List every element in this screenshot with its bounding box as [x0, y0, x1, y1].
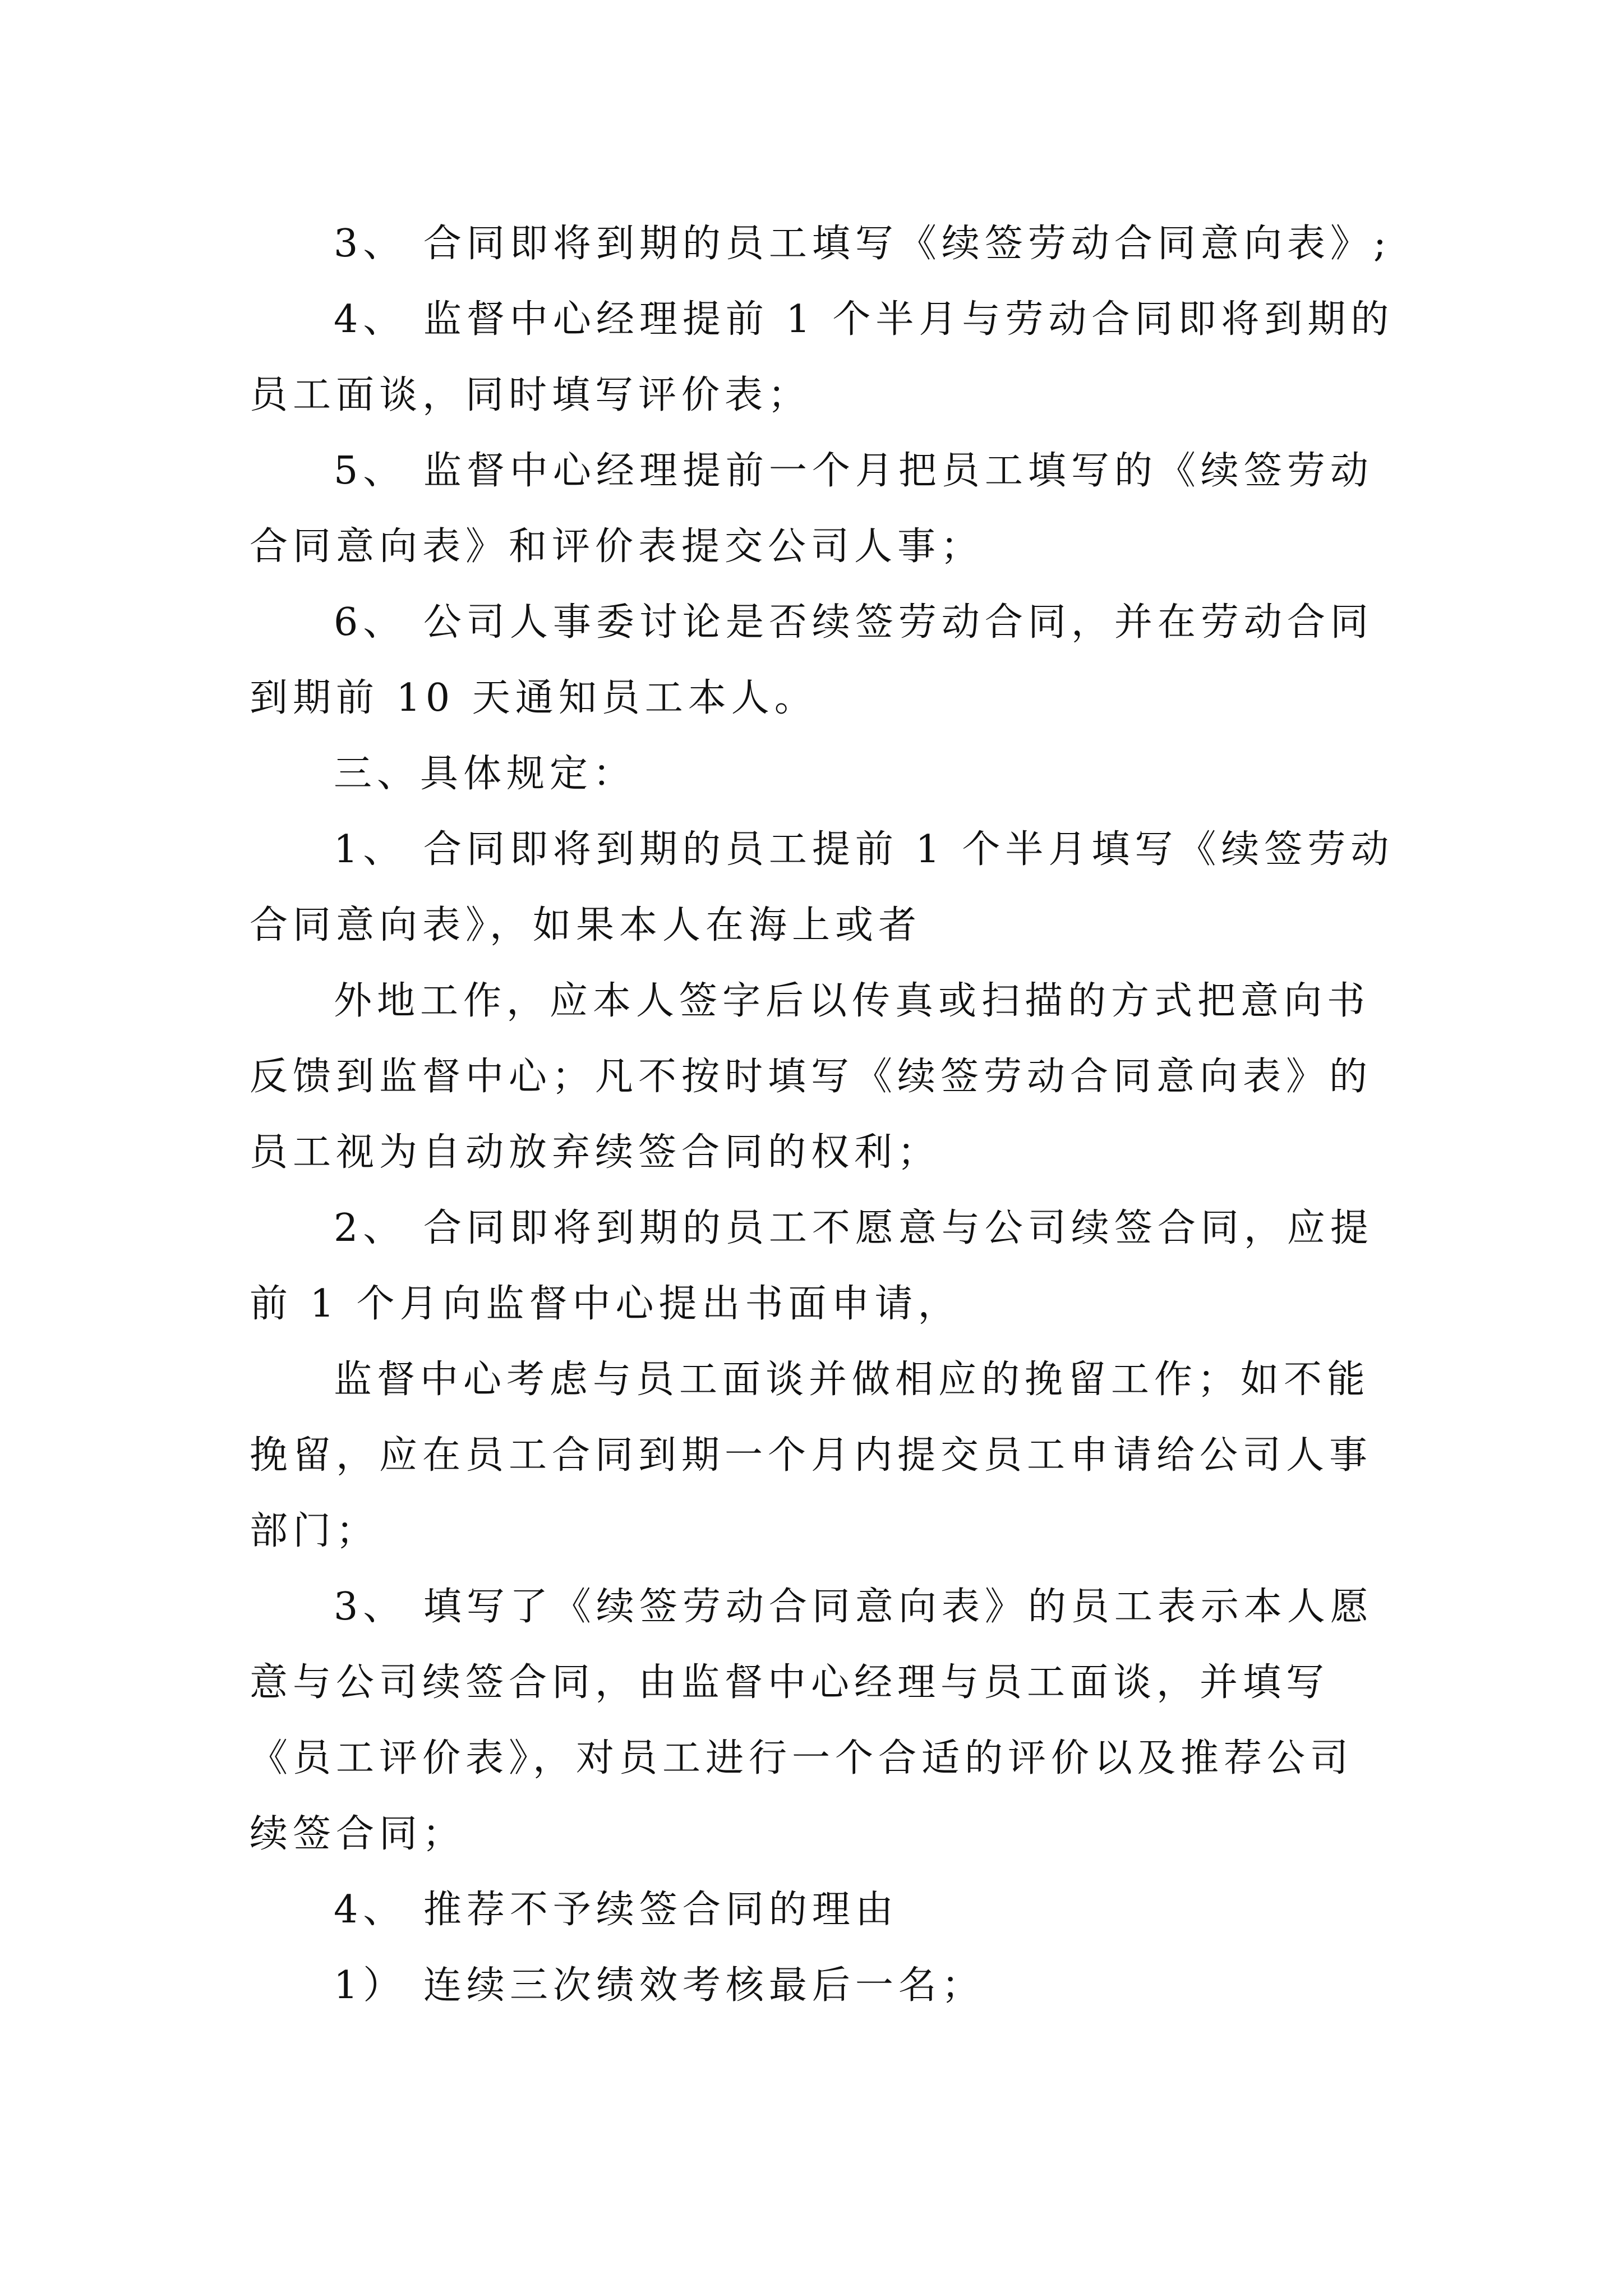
text-line: 6、 公司人事委讨论是否续签劳动合同，并在劳动合同: [334, 600, 1373, 645]
text-line: 《员工评价表》，对员工进行一个合适的评价以及推荐公司: [250, 1736, 1354, 1780]
text-line: 前 1 个月向监督中心提出书面申请，: [250, 1282, 961, 1326]
text-line: 员工面谈，同时填写评价表；: [250, 373, 811, 417]
text-line: 4、 监督中心经理提前 1 个半月与劳动合同即将到期的: [334, 297, 1394, 342]
text-line: 合同意向表》，如果本人在海上或者: [250, 903, 922, 947]
text-line: 1） 连续三次绩效考核最后一名；: [334, 1963, 985, 2008]
section-heading: 三、具体规定：: [334, 752, 637, 796]
text-line: 外地工作，应本人签字后以传真或扫描的方式把意向书: [334, 979, 1371, 1023]
text-line: 合同意向表》和评价表提交公司人事；: [250, 524, 984, 569]
text-line: 员工视为自动放弃续签合同的权利；: [250, 1130, 941, 1175]
text-line: 3、 填写了《续签劳动合同意向表》的员工表示本人愿: [334, 1585, 1373, 1629]
text-line: 续签合同；: [250, 1812, 466, 1856]
text-line: 到期前 10 天通知员工本人。: [250, 676, 818, 720]
text-line: 3、 合同即将到期的员工填写《续签劳动合同意向表》;: [334, 222, 1391, 266]
text-line: 2、 合同即将到期的员工不愿意与公司续签合同，应提: [334, 1206, 1373, 1250]
text-line: 挽留，应在员工合同到期一个月内提交员工申请给公司人事: [250, 1433, 1373, 1478]
text-line: 意与公司续签合同，由监督中心经理与员工面谈，并填写: [250, 1660, 1330, 1705]
text-line: 1、 合同即将到期的员工提前 1 个半月填写《续签劳动: [334, 827, 1394, 872]
text-line: 部门；: [250, 1509, 380, 1553]
text-line: 反馈到监督中心；凡不按时填写《续签劳动合同意向表》的: [250, 1055, 1373, 1099]
text-line: 5、 监督中心经理提前一个月把员工填写的《续签劳动: [334, 449, 1373, 493]
text-line: 4、 推荐不予续签合同的理由: [334, 1888, 898, 1932]
text-line: 监督中心考虑与员工面谈并做相应的挽留工作；如不能: [334, 1358, 1371, 1402]
